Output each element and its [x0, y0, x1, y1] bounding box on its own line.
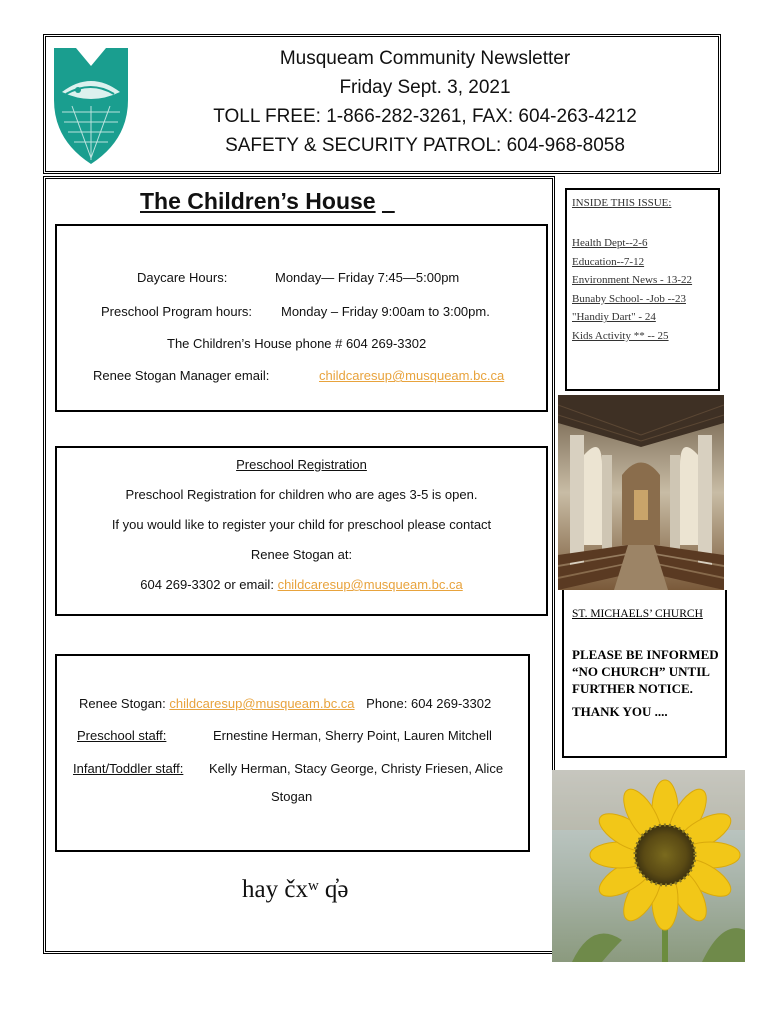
header-security: SAFETY & SECURITY PATROL: 604-968-8058 — [225, 135, 625, 156]
registration-heading: Preschool Registration — [236, 457, 367, 472]
contact-email-link[interactable]: childcaresup@musqueam.bc.ca — [169, 696, 355, 711]
issue-item-environment[interactable]: Environment News - 13-22 — [572, 274, 693, 287]
childrens-house-phone: The Children’s House phone # 604 269-3302 — [167, 336, 427, 351]
page-title-text: The Children’s House — [140, 188, 376, 214]
preschool-staff-label: Preschool staff: — [77, 728, 167, 743]
registration-line-1: Preschool Registration for children who are ages 3-5 is open. — [125, 487, 478, 502]
inside-issue-box — [565, 188, 720, 391]
registration-line-2: If you would like to register your child for preschool please contact — [111, 517, 492, 532]
newsletter-header — [140, 44, 710, 160]
header-date: Friday Sept. 3, 2021 — [339, 77, 511, 98]
church-thanks: THANK YOU .... — [572, 704, 668, 719]
church-interior-photo — [558, 395, 724, 590]
church-notice-line-1: PLEASE BE INFORMED — [572, 647, 719, 662]
church-title: ST. MICHAELS’ CHURCH — [572, 608, 703, 620]
contact-name: Renee Stogan: — [79, 696, 166, 711]
hours-box — [55, 224, 548, 412]
issue-item-handiy-dart[interactable]: "Handiy Dart" - 24 — [572, 311, 656, 324]
daycare-label: Daycare Hours: — [137, 270, 228, 285]
staff-box — [55, 654, 530, 852]
manager-label: Renee Stogan Manager email: — [93, 368, 270, 383]
issue-item-education[interactable]: Education--7-12 — [572, 255, 645, 268]
preschool-hours: Monday – Friday 9:00am to 3:00pm. — [281, 304, 490, 319]
issue-item-health[interactable]: Health Dept--2-6 — [572, 237, 648, 249]
church-notice — [572, 646, 719, 720]
musqueam-logo — [48, 40, 134, 168]
closing-text: hay čxʷ q̓ə — [242, 876, 349, 903]
inside-issue-list — [572, 234, 692, 346]
sunflower-photo — [552, 770, 745, 962]
issue-item-kids-activity[interactable]: Kids Activity ** -- 25 — [572, 329, 669, 342]
registration-box — [55, 446, 548, 616]
contact-phone: Phone: 604 269-3302 — [366, 696, 492, 711]
manager-email-link[interactable]: childcaresup@musqueam.bc.ca — [319, 368, 505, 383]
issue-item-bunaby[interactable]: Bunaby School- -Job --23 — [572, 292, 686, 305]
church-notice-line-2: “NO CHURCH” UNTIL — [572, 664, 710, 679]
header-title: Musqueam Community Newsletter — [279, 48, 571, 69]
preschool-label: Preschool Program hours: — [101, 304, 253, 319]
infant-staff-names: Kelly Herman, Stacy George, Christy Friesen, Alice — [209, 761, 504, 776]
preschool-staff-names: Ernestine Herman, Sherry Point, Lauren Mitchell — [213, 728, 492, 743]
page-title — [140, 188, 395, 215]
daycare-hours: Monday— Friday 7:45—5:00pm — [275, 270, 460, 285]
church-notice-box — [562, 590, 727, 758]
registration-line-3: Renee Stogan at: — [250, 547, 353, 562]
registration-phone: 604 269-3302 or email: — [140, 577, 274, 592]
infant-staff-names-cont: Stogan — [271, 789, 313, 804]
church-notice-line-3: FURTHER NOTICE. — [572, 681, 693, 696]
header-toll-free: TOLL FREE: 1-866-282-3261, FAX: 604-263-4212 — [213, 106, 637, 127]
registration-email-link[interactable]: childcaresup@musqueam.bc.ca — [277, 577, 463, 592]
infant-staff-label: Infant/Toddler staff: — [73, 761, 184, 776]
inside-issue-heading: INSIDE THIS ISSUE: — [572, 197, 672, 209]
